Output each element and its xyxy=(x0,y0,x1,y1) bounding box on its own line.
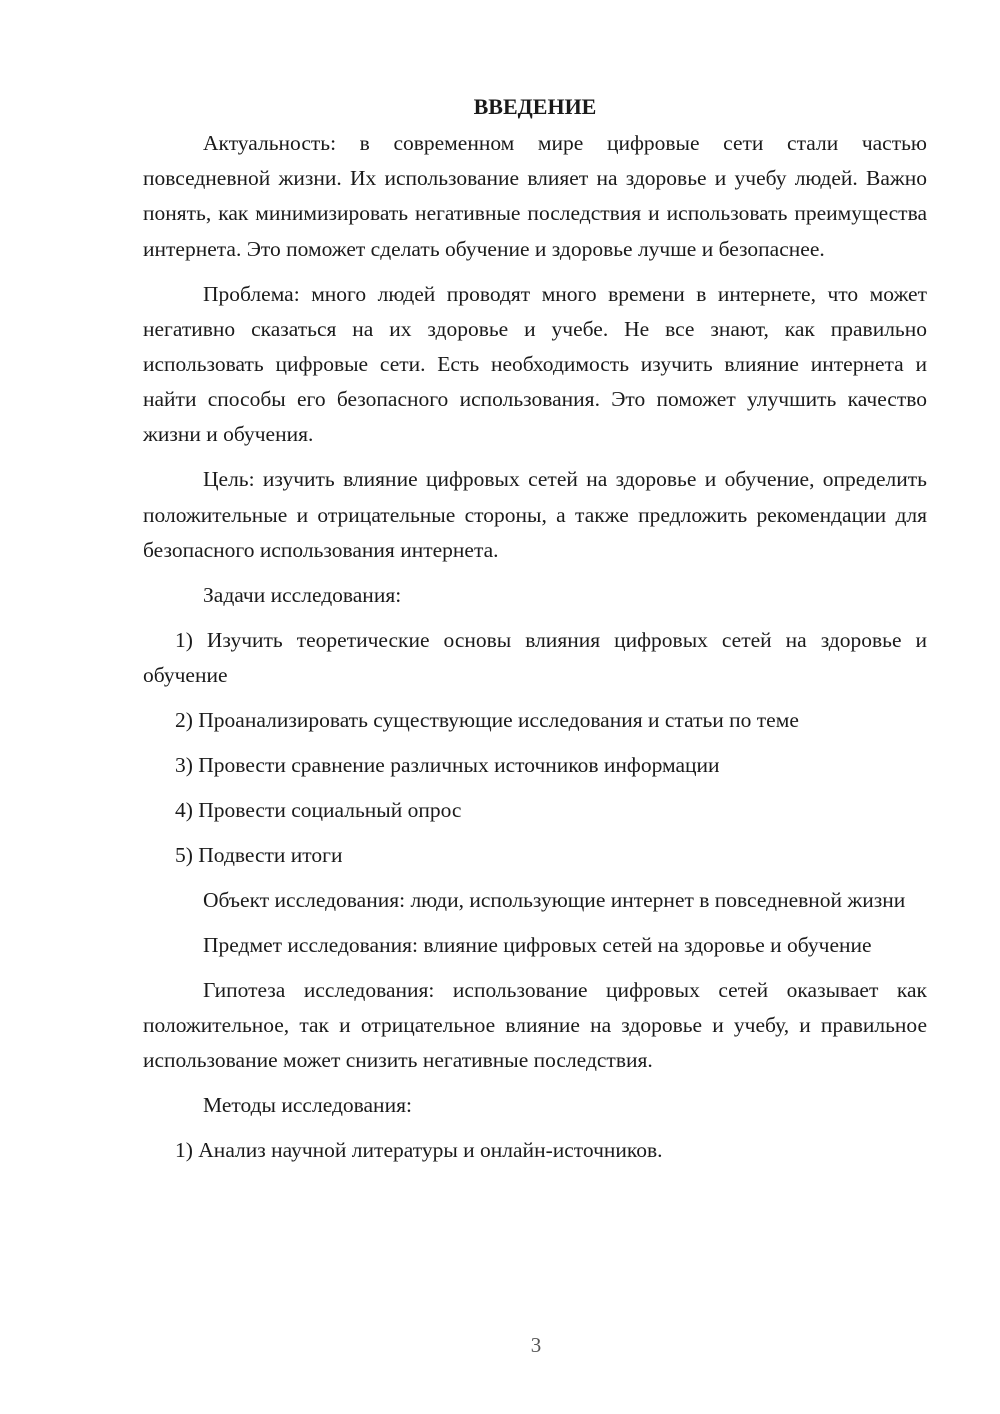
task-item-3: 3) Провести сравнение различных источников информации xyxy=(175,753,720,778)
hypothesis-paragraph: Гипотеза исследования: использование цифровых сетей оказывает как положительное, так и отрицательное влияние на здоровье и учебу, и правильное использование может снизить негативные последствия. xyxy=(143,978,927,1073)
page-number xyxy=(0,1333,1000,1358)
methods-heading: Методы исследования: xyxy=(203,1093,412,1118)
object-paragraph: Объект исследования: люди, использующие интернет в повседневной жизни xyxy=(203,888,906,913)
task-item-1: 1) Изучить теоретические основы влияния цифровых сетей на здоровье и обучение xyxy=(143,627,927,688)
method-item-1: 1) Анализ научной литературы и онлайн-источников. xyxy=(175,1138,663,1163)
task-item-4: 4) Провести социальный опрос xyxy=(175,798,462,823)
relevance-paragraph: Актуальность: в современном мире цифровые сети стали частью повседневной жизни. Их использование влияет на здоровье и учебу людей. Важно понять, как минимизировать негативные последствия и использовать преимущества интернета. Это поможет сделать обучение и здоровье лучше и безопаснее. xyxy=(143,131,927,261)
page-title: ВВЕДЕНИЕ xyxy=(473,94,597,119)
tasks-heading: Задачи исследования: xyxy=(203,582,402,607)
task-item-2: 2) Проанализировать существующие исследования и статьи по теме xyxy=(175,708,799,733)
goal-paragraph: Цель: изучить влияние цифровых сетей на здоровье и обучение, определить положительные и отрицательные стороны, а также предложить рекомендации для безопасного использования интернета. xyxy=(143,467,927,562)
document-page xyxy=(143,90,927,1178)
problem-paragraph: Проблема: много людей проводят много времени в интернете, что может негативно сказаться на их здоровье и учебе. Не все знают, как правильно использовать цифровые сети. Есть необходимость изучить влияние интернета и найти способы его безопасного использования. Это поможет улучшить качество жизни и обучения. xyxy=(143,281,927,447)
page-number-text: 3 xyxy=(530,1333,542,1357)
task-item-5: 5) Подвести итоги xyxy=(175,843,343,868)
subject-paragraph: Предмет исследования: влияние цифровых сетей на здоровье и обучение xyxy=(203,933,872,958)
